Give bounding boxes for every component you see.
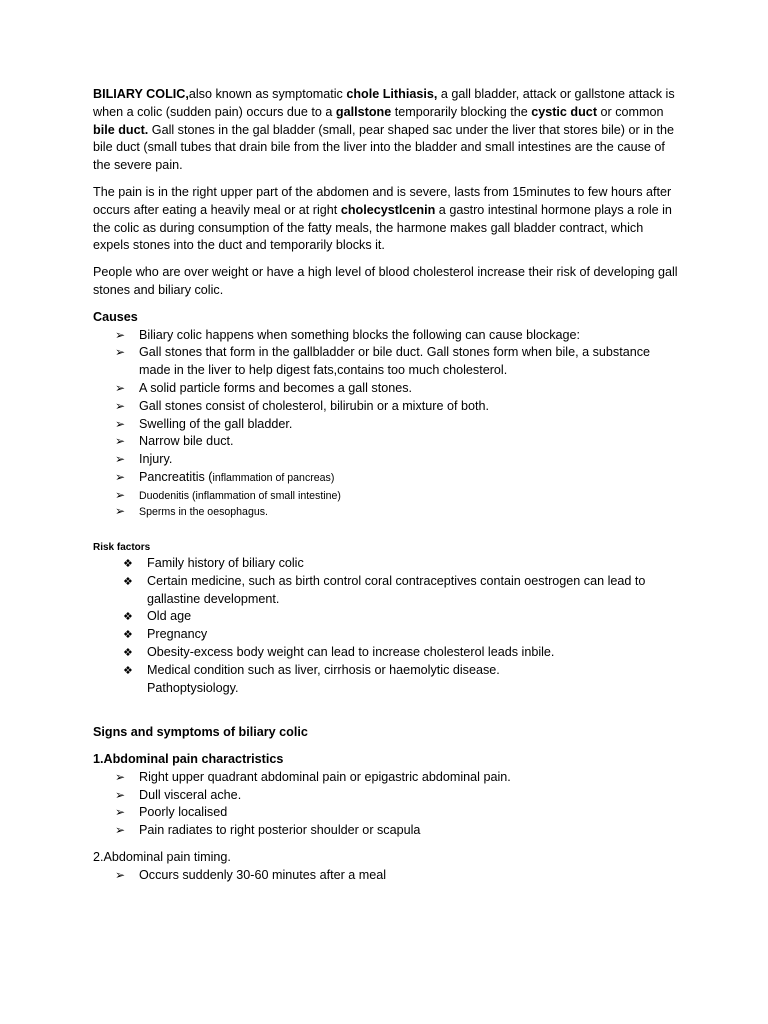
arrow-bullet-icon: ➢ xyxy=(115,398,126,413)
pain-characteristics-subheading: 1.Abdominal pain charactristics xyxy=(93,752,284,767)
list-item: ❖ Old age xyxy=(93,608,683,626)
diamond-bullet-icon: ❖ xyxy=(123,556,133,570)
risk-factors-list xyxy=(93,555,683,680)
causes-heading: Causes xyxy=(93,309,138,324)
list-item: ❖ Family history of biliary colic xyxy=(93,555,683,573)
list-item: ❖ Medical condition such as liver, cirrhosis or haemolytic disease. xyxy=(93,662,683,680)
list-item: ➢ Occurs suddenly 30-60 minutes after a meal xyxy=(93,867,683,885)
text-run: Gall stones in the gal bladder (small, pear shaped sac under the liver that stores bile) or in the bile duct (small tubes that drain bile from the liver into the bladder and small intestines are the cause of the severe pain. xyxy=(93,122,675,173)
list-item: ➢ Poorly localised xyxy=(93,804,683,822)
list-item: ➢ Narrow bile duct. xyxy=(93,433,683,451)
list-item: ❖ Certain medicine, such as birth control coral contraceptives contain oestrogen can lead to gallastine development. xyxy=(123,573,646,606)
arrow-bullet-icon: ➢ xyxy=(115,787,126,802)
bold-term: BILIARY COLIC, xyxy=(93,87,189,101)
arrow-bullet-icon: ➢ xyxy=(115,452,126,467)
arrow-bullet-icon: ➢ xyxy=(115,487,126,502)
text-run: a gall bladder, attack or gallstone attack is when a colic (sudden pain) occurs due to a xyxy=(93,87,675,119)
diamond-bullet-icon: ❖ xyxy=(123,628,133,642)
intro-paragraph-3: People who are over weight or have a high level of blood cholesterol increase their risk of developing gall stones and biliary colic. xyxy=(93,265,678,297)
text-run: also known as symptomatic xyxy=(188,87,347,101)
arrow-bullet-icon: ➢ xyxy=(115,380,126,395)
list-item: ➢ A solid particle forms and becomes a gall stones. xyxy=(93,380,683,398)
causes-list xyxy=(93,327,683,521)
arrow-bullet-icon: ➢ xyxy=(115,805,126,820)
text-run: The pain is in the right upper part of the abdomen and is severe, lasts from 15minutes to few hours after occurs after eating a heavily meal or at right xyxy=(93,184,672,217)
list-item: ➢ Dull visceral ache. xyxy=(93,787,683,805)
intro-paragraph-2 xyxy=(93,184,683,255)
pathophysiology-label: Pathoptysiology. xyxy=(147,680,239,695)
arrow-bullet-icon: ➢ xyxy=(115,434,126,449)
arrow-bullet-icon: ➢ xyxy=(115,327,126,342)
list-item: ➢ Right upper quadrant abdominal pain or epigastric abdominal pain. xyxy=(93,769,683,787)
pain-characteristics-list xyxy=(93,769,683,840)
text-run: temporarily blocking the xyxy=(391,104,532,119)
list-item: ❖ Pregnancy xyxy=(93,626,683,644)
document-body xyxy=(93,86,683,885)
diamond-bullet-icon: ❖ xyxy=(123,610,133,624)
signs-heading: Signs and symptoms of biliary colic xyxy=(93,725,308,740)
bold-term: cholecystlcenin xyxy=(340,202,436,217)
arrow-bullet-icon: ➢ xyxy=(115,345,126,360)
bold-term: gallstone xyxy=(335,104,392,119)
text-run: or common xyxy=(597,104,664,119)
arrow-bullet-icon: ➢ xyxy=(115,416,126,431)
list-item: ➢ Sperms in the oesophagus. xyxy=(115,504,268,519)
pain-timing-list xyxy=(93,867,683,885)
list-item: ➢ Duodenitis (inflammation of small intestine) xyxy=(115,487,341,502)
diamond-bullet-icon: ❖ xyxy=(123,574,133,588)
list-item: ❖ Obesity-excess body weight can lead to increase cholesterol leads inbile. xyxy=(93,644,683,662)
list-item: ➢ Pancreatitis (inflammation of pancreas) xyxy=(93,469,683,488)
arrow-bullet-icon: ➢ xyxy=(115,867,126,882)
diamond-bullet-icon: ❖ xyxy=(123,663,133,677)
pain-timing-subheading: 2.Abdominal pain timing. xyxy=(93,850,231,865)
list-item: ➢ Biliary colic happens when something blocks the following can cause blockage: xyxy=(93,327,683,345)
bold-term: chole Lithiasis, xyxy=(346,87,438,101)
list-item: ➢ Pain radiates to right posterior shoulder or scapula xyxy=(93,822,683,840)
bold-term: bile duct. xyxy=(93,122,149,137)
arrow-bullet-icon: ➢ xyxy=(115,823,126,838)
intro-paragraph-1 xyxy=(93,86,683,175)
text-run: a gastro intestinal hormone plays a role in the colic as during consumption of the fatty meals, the harmone makes gall bladder contract, which expels stones into the duct and temporarily blocks it. xyxy=(93,202,672,253)
arrow-bullet-icon: ➢ xyxy=(115,769,126,784)
arrow-bullet-icon: ➢ xyxy=(115,504,126,519)
list-item: ➢ Swelling of the gall bladder. xyxy=(93,416,683,434)
list-item: ➢ Injury. xyxy=(93,451,683,469)
arrow-bullet-icon: ➢ xyxy=(115,469,126,484)
list-item: ➢ Gall stones consist of cholesterol, bilirubin or a mixture of both. xyxy=(93,398,683,416)
bold-term: cystic duct xyxy=(531,104,598,119)
diamond-bullet-icon: ❖ xyxy=(123,645,133,659)
list-item: ➢ Gall stones that form in the gallbladder or bile duct. Gall stones form when bile, a substance made in the liver to help digest fats,contains too much cholesterol. xyxy=(115,345,651,378)
risk-factors-heading: Risk factors xyxy=(93,541,151,553)
